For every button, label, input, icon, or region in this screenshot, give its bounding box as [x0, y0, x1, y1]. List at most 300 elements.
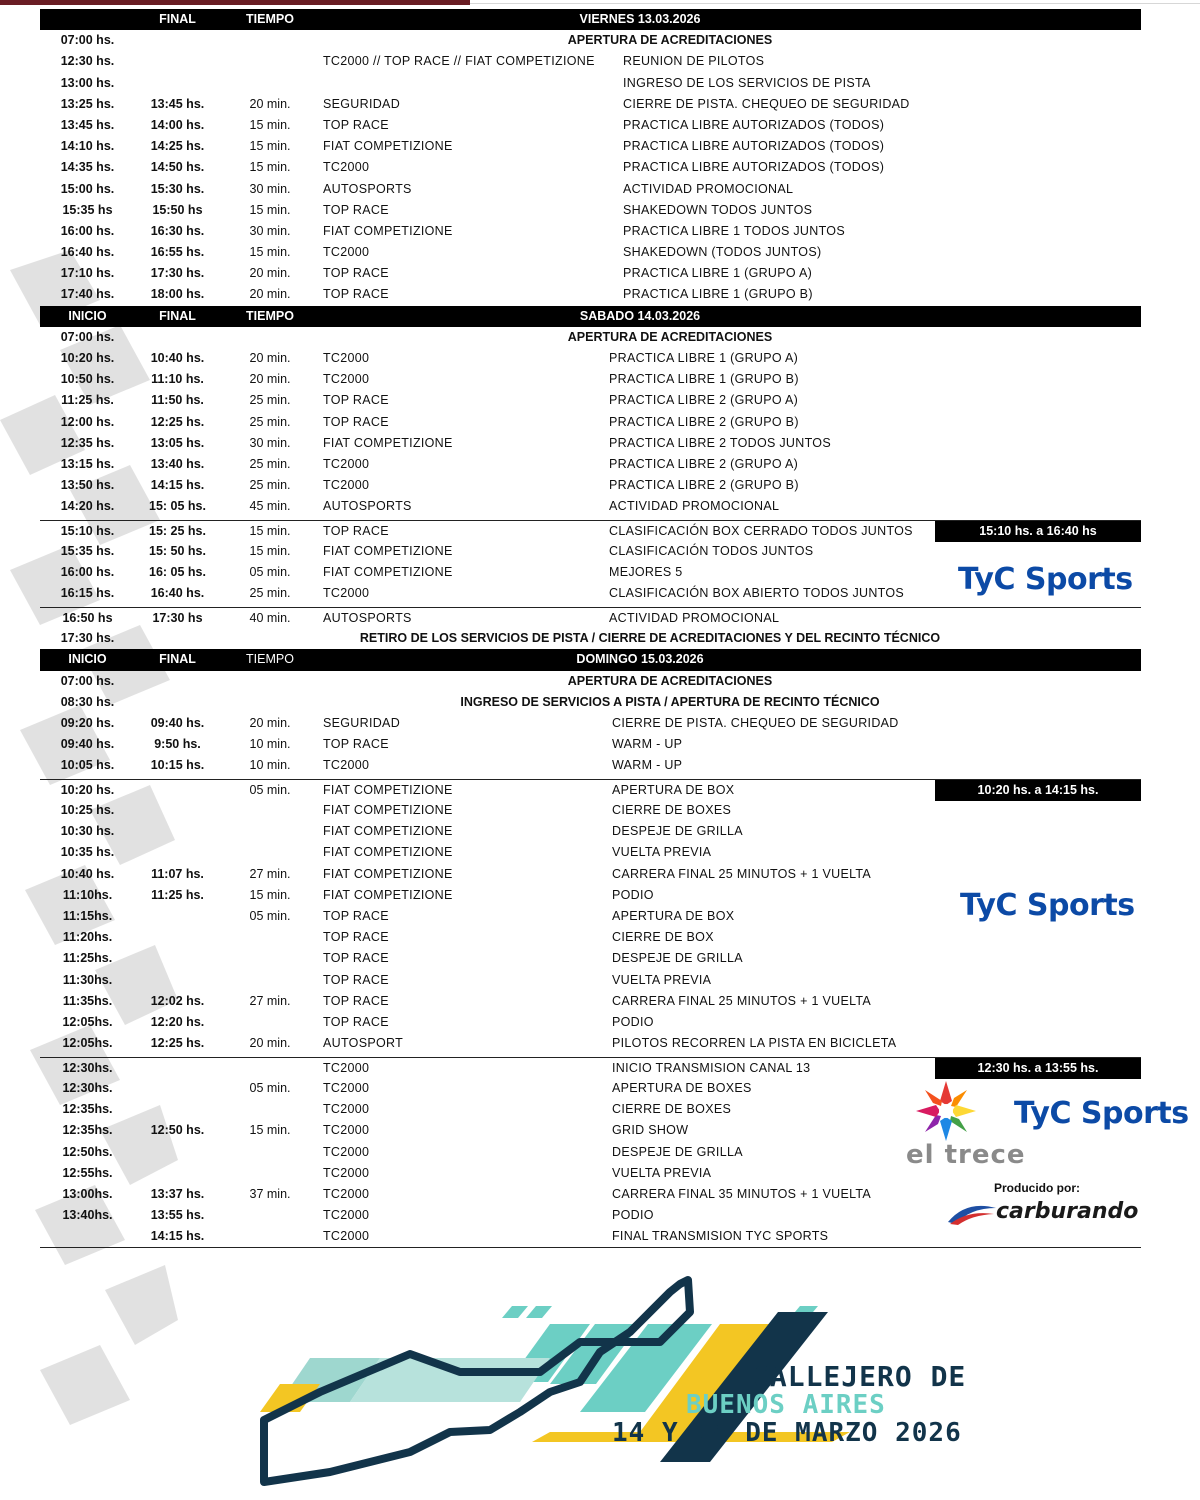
start-time: 12:05hs. — [62, 1036, 113, 1051]
activity: CIERRE DE BOXES — [612, 803, 732, 818]
category: AUTOSPORTS — [323, 611, 412, 626]
activity: CLASIFICACIÓN TODOS JUNTOS — [609, 544, 814, 559]
start-time: 16:00 hs. — [60, 223, 115, 238]
duration: 20 min. — [249, 266, 291, 281]
schedule-row — [40, 200, 1141, 221]
duration: 20 min. — [249, 1036, 291, 1051]
category: TC2000 — [323, 245, 370, 260]
start-time: 10:05 hs. — [60, 758, 115, 773]
start-time: 12:35hs. — [62, 1123, 113, 1138]
end-time: 16:40 hs. — [150, 586, 205, 601]
span-activity: RETIRO DE LOS SERVICIOS DE PISTA / CIERRE DE ACREDITACIONES Y DEL RECINTO TÉCNICO — [359, 631, 941, 646]
activity: INGRESO DE LOS SERVICIOS DE PISTA — [623, 75, 871, 90]
category: TC2000 — [323, 1229, 370, 1244]
start-time: 11:25hs. — [62, 951, 113, 966]
end-time: 14:25 hs. — [150, 139, 205, 154]
activity: WARM - UP — [612, 758, 683, 773]
event-dates: 14 Y 15 DE MARZO 2026 — [612, 1418, 962, 1448]
activity: SHAKEDOWN (TODOS JUNTOS) — [623, 245, 822, 260]
schedule-row — [40, 864, 1141, 885]
end-time: 14:15 hs. — [150, 478, 205, 493]
activity: ACTIVIDAD PROMOCIONAL — [609, 499, 780, 514]
tyc-sports-logo-2: TyC Sports — [960, 888, 1135, 923]
duration: 40 min. — [249, 611, 291, 626]
header-cell: TIEMPO — [246, 308, 294, 323]
activity: CARRERA FINAL 35 MINUTOS + 1 VUELTA — [612, 1186, 872, 1201]
category: TOP RACE — [323, 930, 389, 945]
header-cell: FINAL — [159, 308, 196, 323]
duration: 20 min. — [249, 715, 291, 730]
activity: PRACTICA LIBRE 2 (GRUPO B) — [609, 414, 799, 429]
category: TOP RACE — [323, 737, 389, 752]
activity: CIERRE DE PISTA. CHEQUEO DE SEGURIDAD — [623, 96, 910, 111]
activity: VUELTA PREVIA — [612, 845, 712, 860]
duration: 27 min. — [249, 993, 291, 1008]
duration: 15 min. — [249, 523, 291, 538]
category: TC2000 — [323, 1186, 370, 1201]
end-time: 09:40 hs. — [150, 715, 205, 730]
schedule-row — [40, 1057, 1141, 1078]
category: AUTOSPORTS — [323, 181, 412, 196]
activity: VUELTA PREVIA — [612, 1165, 712, 1180]
category: TOP RACE — [323, 1014, 389, 1029]
activity: CLASIFICACIÓN BOX ABIERTO TODOS JUNTOS — [609, 586, 905, 601]
schedule-row — [40, 991, 1141, 1012]
activity: PRACTICA LIBRE 1 (GRUPO B) — [609, 372, 799, 387]
start-time: 11:20hs. — [62, 930, 113, 945]
start-time: 15:10 hs. — [60, 523, 115, 538]
end-time: 9:50 hs. — [154, 737, 201, 752]
activity: PRACTICA LIBRE 2 (GRUPO A) — [609, 456, 799, 471]
category: SEGURIDAD — [323, 96, 401, 111]
schedule-row — [40, 607, 1141, 628]
end-time: 18:00 hs. — [150, 287, 205, 302]
tv-window-badge: 12:30 hs. a 13:55 hs. — [935, 1058, 1141, 1079]
category: TOP RACE — [323, 909, 389, 924]
schedule-row — [40, 433, 1141, 454]
schedule-row — [40, 369, 1141, 390]
start-time: 11:35hs. — [62, 993, 113, 1008]
activity: PRACTICA LIBRE 2 TODOS JUNTOS — [609, 435, 831, 450]
category: TC2000 — [323, 160, 370, 175]
category: TOP RACE — [323, 523, 389, 538]
end-time: 17:30 hs — [152, 611, 203, 626]
activity: ACTIVIDAD PROMOCIONAL — [609, 611, 780, 626]
end-time: 16:55 hs. — [150, 245, 205, 260]
schedule-row — [40, 927, 1141, 948]
start-time: 12:50hs. — [62, 1144, 113, 1159]
end-time: 13:40 hs. — [150, 456, 205, 471]
start-time: 12:00 hs. — [60, 414, 115, 429]
schedule-row — [40, 30, 1141, 51]
category: FIAT COMPETIZIONE — [323, 887, 453, 902]
activity: REUNION DE PILOTOS — [623, 54, 765, 69]
activity: DESPEJE DE GRILLA — [612, 824, 743, 839]
span-activity: INGRESO DE SERVICIOS A PISTA / APERTURA DE RECINTO TÉCNICO — [460, 694, 880, 709]
start-time: 11:30hs. — [62, 972, 113, 987]
end-time: 13:37 hs. — [150, 1186, 205, 1201]
tyc-sports-logo: TyC Sports — [958, 562, 1133, 597]
start-time: 12:30hs. — [62, 1060, 113, 1075]
category: TC2000 — [323, 456, 370, 471]
start-time: 13:40hs. — [62, 1208, 113, 1223]
header-cell: FINAL — [159, 12, 196, 26]
activity: PRACTICA LIBRE 2 (GRUPO A) — [609, 393, 799, 408]
end-time: 11:50 hs. — [151, 393, 204, 408]
activity: CIERRE DE BOXES — [612, 1102, 732, 1117]
produced-by-label: Producido por: — [994, 1181, 1080, 1195]
end-time: 14:15 hs. — [150, 1229, 205, 1244]
schedule-row — [40, 821, 1141, 842]
schedule-row — [40, 412, 1141, 433]
category: FIAT COMPETIZIONE — [323, 435, 453, 450]
duration: 37 min. — [249, 1186, 291, 1201]
category: TC2000 — [323, 1080, 370, 1095]
category: TOP RACE — [323, 993, 389, 1008]
start-time: 12:35 hs. — [60, 435, 115, 450]
event-title-line2: BUENOS AIRES — [686, 1390, 886, 1420]
day-title: SABADO 14.03.2026 — [579, 308, 701, 323]
activity: ACTIVIDAD PROMOCIONAL — [623, 181, 794, 196]
schedule-row — [40, 1226, 1141, 1247]
start-time: 10:35 hs. — [60, 845, 115, 860]
start-time: 11:25 hs. — [61, 393, 114, 408]
activity: CIERRE DE BOX — [612, 930, 714, 945]
start-time: 16:40 hs. — [60, 245, 115, 260]
category: TC2000 // TOP RACE // FIAT COMPETIZIONE — [323, 54, 595, 69]
schedule-row — [40, 541, 1141, 562]
end-time: 15:50 hs — [152, 202, 203, 217]
top-band — [0, 0, 470, 5]
activity: PRACTICA LIBRE 2 (GRUPO B) — [609, 478, 799, 493]
category: AUTOSPORTS — [323, 499, 412, 514]
activity: MEJORES 5 — [609, 565, 683, 580]
activity: PRACTICA LIBRE 1 (GRUPO A) — [623, 266, 813, 281]
duration: 05 min. — [249, 782, 291, 797]
schedule-row — [40, 671, 1141, 692]
schedule-table — [40, 9, 1141, 1248]
schedule-row — [40, 51, 1141, 72]
duration: 27 min. — [249, 866, 291, 881]
category: FIAT COMPETIZIONE — [323, 544, 453, 559]
activity: APERTURA DE BOX — [612, 909, 735, 924]
eltrece-wordmark: el trece — [906, 1140, 1026, 1170]
start-time: 17:30 hs. — [60, 631, 115, 646]
eltrece-sun-icon — [908, 1080, 984, 1142]
activity: PRACTICA LIBRE AUTORIZADOS (TODOS) — [623, 139, 885, 154]
start-time: 14:35 hs. — [60, 160, 115, 175]
activity: CARRERA FINAL 25 MINUTOS + 1 VUELTA — [612, 866, 872, 881]
start-time: 10:40 hs. — [60, 866, 115, 881]
activity: PRACTICA LIBRE 1 (GRUPO B) — [623, 287, 813, 302]
end-time: 12:02 hs. — [150, 993, 205, 1008]
category: TC2000 — [323, 1123, 370, 1138]
schedule-row — [40, 520, 1141, 541]
schedule-row — [40, 73, 1141, 94]
duration: 20 min. — [249, 287, 291, 302]
category: TOP RACE — [323, 202, 389, 217]
header-cell: FINAL — [159, 652, 196, 667]
end-time: 15: 25 hs. — [149, 523, 206, 538]
category: FIAT COMPETIZIONE — [323, 866, 453, 881]
end-time: 12:50 hs. — [150, 1123, 205, 1138]
start-time: 07:00 hs. — [60, 329, 115, 344]
tv-window-badge: 10:20 hs. a 14:15 hs. — [935, 780, 1141, 801]
schedule-row — [40, 475, 1141, 496]
top-rule — [470, 3, 1200, 4]
schedule-row — [40, 94, 1141, 115]
span-activity: APERTURA DE ACREDITACIONES — [567, 673, 773, 688]
schedule-row — [40, 1012, 1141, 1033]
activity: DESPEJE DE GRILLA — [612, 1144, 743, 1159]
start-time: 15:35 hs — [62, 202, 113, 217]
duration: 10 min. — [249, 737, 291, 752]
category: TC2000 — [323, 1208, 370, 1223]
duration: 15 min. — [249, 139, 291, 154]
start-time: 17:10 hs. — [60, 266, 115, 281]
activity: APERTURA DE BOXES — [612, 1080, 752, 1095]
bottom-rule — [40, 1247, 1141, 1248]
category: TC2000 — [323, 1165, 370, 1180]
header-cell: TIEMPO — [246, 652, 294, 667]
category: TOP RACE — [323, 951, 389, 966]
start-time: 13:15 hs. — [60, 456, 115, 471]
category: FIAT COMPETIZIONE — [323, 803, 453, 818]
start-time: 12:05hs. — [62, 1014, 113, 1029]
schedule-row — [40, 800, 1141, 821]
duration: 25 min. — [249, 456, 291, 471]
activity: PILOTOS RECORREN LA PISTA EN BICICLETA — [612, 1036, 897, 1051]
start-time: 10:20 hs. — [60, 782, 115, 797]
category: FIAT COMPETIZIONE — [323, 824, 453, 839]
category: TOP RACE — [323, 972, 389, 987]
end-time: 15: 05 hs. — [149, 499, 206, 514]
category: TC2000 — [323, 586, 370, 601]
end-time: 11:25 hs. — [151, 887, 204, 902]
activity: PRACTICA LIBRE AUTORIZADOS (TODOS) — [623, 160, 885, 175]
end-time: 10:40 hs. — [150, 351, 205, 365]
activity: CARRERA FINAL 25 MINUTOS + 1 VUELTA — [612, 993, 872, 1008]
duration: 15 min. — [249, 160, 291, 175]
day-header — [40, 9, 1141, 30]
start-time: 16:50 hs — [62, 611, 113, 626]
category: TC2000 — [323, 372, 370, 387]
category: TC2000 — [323, 1060, 370, 1075]
schedule-row — [40, 734, 1141, 755]
duration: 05 min. — [249, 565, 291, 580]
schedule-row — [40, 115, 1141, 136]
schedule-row — [40, 842, 1141, 863]
start-time: 16:00 hs. — [60, 565, 115, 580]
category: TOP RACE — [323, 266, 389, 281]
start-time: 10:25 hs. — [60, 803, 115, 818]
activity: PODIO — [612, 887, 654, 902]
end-time: 13:55 hs. — [150, 1208, 205, 1223]
end-time: 17:30 hs. — [150, 266, 205, 281]
activity: CIERRE DE PISTA. CHEQUEO DE SEGURIDAD — [612, 715, 899, 730]
schedule-row — [40, 628, 1141, 649]
start-time: 12:30hs. — [62, 1080, 113, 1095]
schedule-row — [40, 948, 1141, 969]
tyc-sports-logo-3: TyC Sports — [1014, 1096, 1189, 1131]
schedule-row — [40, 157, 1141, 178]
start-time: 11:15hs. — [62, 909, 113, 924]
duration: 15 min. — [249, 887, 291, 902]
end-time: 15: 50 hs. — [149, 544, 206, 559]
schedule-row — [40, 136, 1141, 157]
start-time: 15:00 hs. — [60, 181, 115, 196]
end-time: 16:30 hs. — [150, 223, 205, 238]
schedule-row — [40, 713, 1141, 734]
schedule-row — [40, 242, 1141, 263]
start-time: 13:25 hs. — [60, 96, 115, 111]
activity: CLASIFICACIÓN BOX CERRADO TODOS JUNTOS — [609, 523, 913, 538]
end-time: 11:07 hs. — [151, 866, 204, 881]
carburando-swoosh-icon — [946, 1200, 998, 1226]
duration: 30 min. — [249, 223, 291, 238]
top-color-strip — [0, 0, 1200, 5]
span-activity: APERTURA DE ACREDITACIONES — [567, 33, 773, 48]
start-time: 12:55hs. — [62, 1165, 113, 1180]
category: FIAT COMPETIZIONE — [323, 223, 453, 238]
start-time: 17:40 hs. — [60, 287, 115, 302]
end-time: 10:15 hs. — [150, 758, 205, 773]
end-time: 12:25 hs. — [150, 1036, 205, 1051]
start-time: 08:30 hs. — [60, 694, 115, 709]
duration: 05 min. — [249, 909, 291, 924]
start-time: 07:00 hs. — [60, 673, 115, 688]
schedule-row — [40, 970, 1141, 991]
schedule-row — [40, 348, 1141, 369]
start-time: 16:15 hs. — [60, 586, 115, 601]
start-time: 14:20 hs. — [60, 499, 115, 514]
activity: FINAL TRANSMISION TYC SPORTS — [612, 1229, 829, 1244]
tv-window-badge: 15:10 hs. a 16:40 hs — [935, 521, 1141, 542]
duration: 20 min. — [249, 96, 291, 111]
duration: 20 min. — [249, 351, 291, 365]
duration: 25 min. — [249, 414, 291, 429]
start-time: 07:00 hs. — [60, 33, 115, 48]
start-time: 09:40 hs. — [60, 737, 115, 752]
start-time: 10:50 hs. — [60, 372, 115, 387]
day-title: VIERNES 13.03.2026 — [579, 12, 701, 26]
activity: PRACTICA LIBRE 1 (GRUPO A) — [609, 351, 799, 365]
header-cell: INICIO — [68, 308, 107, 323]
schedule-row — [40, 496, 1141, 517]
schedule-row — [40, 327, 1141, 348]
schedule-row — [40, 692, 1141, 713]
category: TOP RACE — [323, 414, 389, 429]
activity: SHAKEDOWN TODOS JUNTOS — [623, 202, 813, 217]
activity: VUELTA PREVIA — [612, 972, 712, 987]
start-time: 13:00 hs. — [60, 75, 115, 90]
schedule-row — [40, 179, 1141, 200]
start-time: 10:20 hs. — [60, 351, 115, 365]
start-time: 12:35hs. — [62, 1102, 113, 1117]
activity: WARM - UP — [612, 737, 683, 752]
duration: 20 min. — [249, 372, 291, 387]
day-header — [40, 306, 1141, 327]
category: TC2000 — [323, 758, 370, 773]
schedule-row — [40, 390, 1141, 411]
end-time: 13:45 hs. — [150, 96, 205, 111]
category: AUTOSPORT — [323, 1036, 404, 1051]
start-time: 13:50 hs. — [60, 478, 115, 493]
category: TOP RACE — [323, 287, 389, 302]
duration: 10 min. — [249, 758, 291, 773]
schedule-row — [40, 454, 1141, 475]
activity: GRID SHOW — [612, 1123, 689, 1138]
end-time: 14:50 hs. — [150, 160, 205, 175]
activity: PODIO — [612, 1208, 654, 1223]
schedule-row — [40, 221, 1141, 242]
day-title: DOMINGO 15.03.2026 — [576, 652, 704, 667]
activity: INICIO TRANSMISION CANAL 13 — [612, 1060, 811, 1075]
schedule-row — [40, 284, 1141, 305]
category: FIAT COMPETIZIONE — [323, 139, 453, 154]
category: FIAT COMPETIZIONE — [323, 565, 453, 580]
category: TOP RACE — [323, 393, 389, 408]
event-title-line1: CALLEJERO DE — [752, 1360, 967, 1393]
start-time: 11:10hs. — [62, 887, 113, 902]
duration: 45 min. — [249, 499, 291, 514]
start-time: 15:35 hs. — [60, 544, 115, 559]
schedule-row — [40, 263, 1141, 284]
category: TOP RACE — [323, 117, 389, 132]
activity: APERTURA DE BOX — [612, 782, 735, 797]
activity: PRACTICA LIBRE 1 TODOS JUNTOS — [623, 223, 845, 238]
end-time: 16: 05 hs. — [149, 565, 206, 580]
end-time: 14:00 hs. — [150, 117, 205, 132]
header-cell: TIEMPO — [246, 12, 294, 26]
schedule-row — [40, 1033, 1141, 1054]
start-time: 09:20 hs. — [60, 715, 115, 730]
start-time: 12:30 hs. — [60, 54, 115, 69]
category: TC2000 — [323, 1144, 370, 1159]
end-time: 12:20 hs. — [150, 1014, 205, 1029]
start-time: 14:10 hs. — [60, 139, 115, 154]
category: TC2000 — [323, 351, 370, 365]
duration: 15 min. — [249, 544, 291, 559]
end-time: 12:25 hs. — [150, 414, 205, 429]
duration: 25 min. — [249, 393, 291, 408]
activity: PRACTICA LIBRE AUTORIZADOS (TODOS) — [623, 117, 885, 132]
end-time: 15:30 hs. — [150, 181, 205, 196]
schedule-row — [40, 779, 1141, 800]
duration: 15 min. — [249, 117, 291, 132]
duration: 25 min. — [249, 586, 291, 601]
duration: 15 min. — [249, 1123, 291, 1138]
duration: 25 min. — [249, 478, 291, 493]
duration: 05 min. — [249, 1080, 291, 1095]
category: TC2000 — [323, 1102, 370, 1117]
category: FIAT COMPETIZIONE — [323, 845, 453, 860]
start-time: 13:45 hs. — [60, 117, 115, 132]
span-activity: APERTURA DE ACREDITACIONES — [567, 329, 773, 344]
duration: 30 min. — [249, 435, 291, 450]
start-time: 13:00hs. — [62, 1186, 113, 1201]
end-time: 11:10 hs. — [151, 372, 204, 387]
activity: PODIO — [612, 1014, 654, 1029]
duration: 15 min. — [249, 202, 291, 217]
duration: 15 min. — [249, 245, 291, 260]
category: SEGURIDAD — [323, 715, 401, 730]
day-header — [40, 649, 1141, 670]
start-time: 10:30 hs. — [60, 824, 115, 839]
end-time: 13:05 hs. — [150, 435, 205, 450]
activity: DESPEJE DE GRILLA — [612, 951, 743, 966]
schedule-row — [40, 755, 1141, 776]
